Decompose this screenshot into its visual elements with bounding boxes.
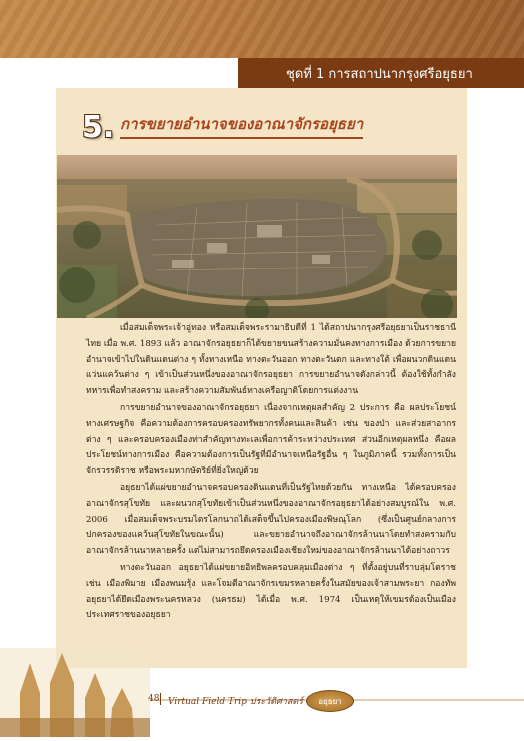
header-band	[0, 0, 524, 58]
temple-illustration	[0, 648, 150, 737]
paragraph: การขยายอำนาจของอาณาจักรอยุธยา เนื่องจากเหตุผลสำคัญ 2 ประการ คือ ผลประโยชน์ทางเศรษฐกิจ คือความต้องการครอบครองทรัพยากรทั้งคนและสินค้า เช่น ของป่า และส่วยสาอากรต่าง ๆ และครอบครองเมืองท่าสำคัญทางทะเลเพื่อการค้าระหว่างประเทศ ส่วนอีกเหตุผลหนึ่ง คือผลประโยชน์ทางการเมือง คือความต้องการเป็นรัฐที่มีอำนาจเหนือรัฐอื่น ๆ ในภูมิภาคนี้ รวมทั้งการเป็นจักรวรรดิราช หรือพระมหากษัตริย์ที่ยิ่งใหญ่ด้วย	[86, 402, 456, 477]
paragraph: เมื่อสมเด็จพระเจ้าอู่ทอง หรือสมเด็จพระรามาธิบดีที่ 1 ได้สถาปนากรุงศรีอยุธยาเป็นราชธานีไทย เมื่อ พ.ศ. 1893 แล้ว อาณาจักรอยุธยาก็ได้ขยายขนสร้างความมั่นคงทางการเมือง ด้วยการขยายอำนาจเข้าไปในดินแดนต่าง ๆ ทั้งทางเหนือ ทางตะวันออก ทางตะวันตก และทางใต้ เพื่อผนวกดินแดนแว่นแคว้นต่าง ๆ เข้าเป็นส่วนหนึ่งของอาณาจักรอยุธยา การขยายอำนาจดังกล่าวนี้ ต้องใช้ทั้งกำลังทหารเพื่อทำสงคราม และสร้างความสัมพันธ์ทางเครือญาติโดยการแต่งงาน	[86, 323, 456, 397]
aerial-photo	[57, 155, 457, 318]
volume-title: ชุดที่ 1 การสถาปนากรุงศรีอยุธยา	[286, 66, 473, 82]
footer-badge	[306, 690, 354, 712]
page-number: 48	[148, 694, 160, 704]
footer-divider	[160, 693, 161, 705]
volume-title-tab	[238, 58, 524, 88]
paragraph: ทางตะวันออก อยุธยาได้แผ่ขยายอิทธิพลครอบคลุมเมืองต่าง ๆ ที่ตั้งอยู่บนที่ราบลุ่มโตราช เช่น เมืองพิมาย เมืองพนมรุ้ง และโจมตีอาณาจักรเขมรหลายครั้งในสมัยของเจ้าสามพระยา กองทัพอยุธยาได้ยึดเมืองพระนครหลวง (นครธม) ได้เมื่อ พ.ศ. 1974 เป็นเหตุให้เขมรต้องเป็นเมืองประเทศราชของอยุธยา	[86, 562, 456, 621]
body-text	[86, 321, 456, 625]
section-title: การขยายอำนาจของอาณาจักรอยุธยา	[120, 112, 363, 139]
footer-brand: Virtual Field Trip ประวัติศาสตร์	[168, 697, 304, 707]
footer-badge-label: อยุธยา	[318, 696, 342, 706]
section-number: 5.	[82, 110, 115, 145]
paragraph: อยุธยาได้แผ่ขยายอำนาจครอบครองดินแดนที่เป็นรัฐไทยด้วยกัน ทางเหนือ ได้ครอบครองอาณาจักรสุโขทัย และผนวกสุโขทัยเข้าเป็นส่วนหนึ่งของอาณาจักรอยุธยาได้อย่างสมบูรณ์ใน พ.ศ. 2006 เมื่อสมเด็จพระบรมไตรโลกนาถได้เสด็จขึ้นไปครองเมืองพิษณุโลก (ซึ่งเป็นศูนย์กลางการปกครองของแคว้นสุโขทัยในขณะนั้น) และขยายอำนาจถึงอาณาจักรล้านนาโดยทำสงครามกับอาณาจักรล้านนาหลายครั้ง แต่ไม่สามารถยึดครองเมืองเชียงใหม่ของอาณาจักรล้านนาได้อย่างถาวร	[86, 482, 456, 557]
